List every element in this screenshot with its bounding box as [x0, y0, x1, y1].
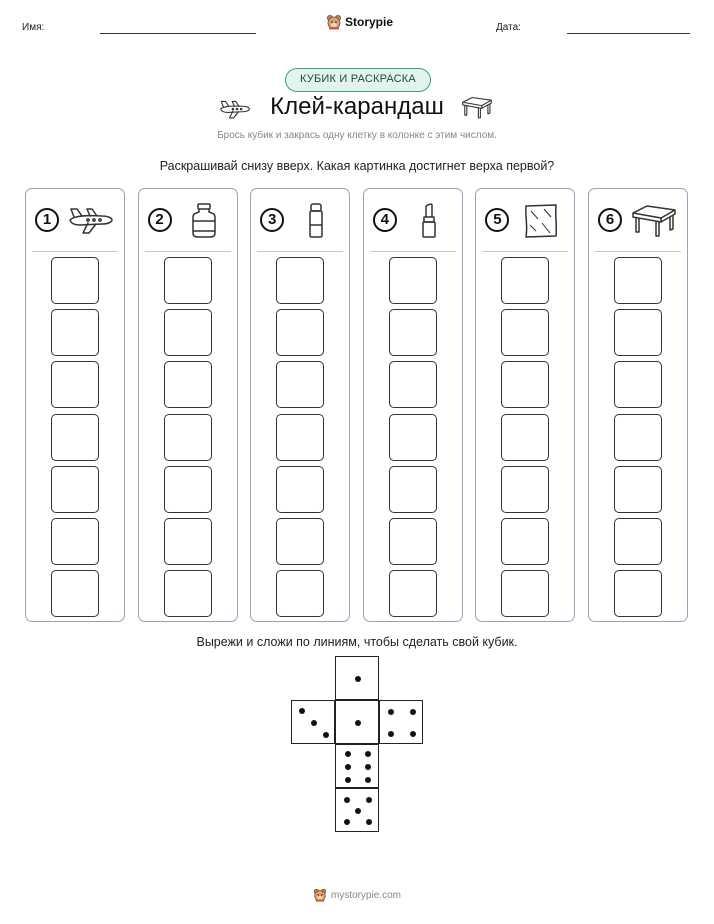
color-cell[interactable]: [614, 570, 662, 617]
color-cell[interactable]: [276, 309, 324, 356]
color-cell[interactable]: [276, 570, 324, 617]
dice-face-6: [335, 744, 379, 788]
column-number: 5: [485, 208, 509, 232]
column-divider: [257, 251, 343, 252]
bear-footer-icon: [313, 888, 327, 902]
dice-pip: [365, 777, 371, 783]
dice-pip: [345, 777, 351, 783]
dice-pip: [311, 720, 317, 726]
color-cell[interactable]: [389, 257, 437, 304]
name-label: Имя:: [22, 22, 45, 33]
color-cell[interactable]: [276, 361, 324, 408]
column-2: [138, 188, 238, 622]
color-cell[interactable]: [276, 257, 324, 304]
dice-pip: [355, 808, 361, 814]
jar-icon: [179, 201, 229, 239]
column-1: [25, 188, 125, 622]
color-cell[interactable]: [389, 309, 437, 356]
column-header: [251, 189, 349, 251]
cut-instruction: Вырежи и сложи по линиям, чтобы сделать свой кубик.: [196, 635, 518, 649]
column-number: 4: [373, 208, 397, 232]
footer-url[interactable]: mystorypie.com: [330, 889, 401, 901]
dice-pip: [344, 797, 350, 803]
color-cell[interactable]: [164, 361, 212, 408]
dice-pip: [410, 709, 416, 715]
dice-pip: [388, 709, 394, 715]
dice-pip: [366, 819, 372, 825]
color-cell[interactable]: [164, 414, 212, 461]
column-number: 1: [35, 208, 59, 232]
color-cell[interactable]: [389, 414, 437, 461]
color-cell[interactable]: [614, 309, 662, 356]
color-cell[interactable]: [51, 309, 99, 356]
color-cell[interactable]: [276, 518, 324, 565]
column-5: [475, 188, 575, 622]
brand-name: Storypie: [345, 15, 394, 29]
column-divider: [370, 251, 456, 252]
bear-logo-icon: [326, 14, 342, 30]
column-number: 3: [260, 208, 284, 232]
dice-pip: [355, 676, 361, 682]
column-divider: [482, 251, 568, 252]
instruction-question: Раскрашивай снизу вверх. Какая картинка достигнет верха первой?: [159, 159, 555, 173]
page-title: Клей-карандаш: [270, 93, 444, 120]
dice-face-1: [335, 656, 379, 700]
color-cell[interactable]: [164, 466, 212, 513]
column-number: 2: [148, 208, 172, 232]
dice-pip: [323, 732, 329, 738]
plastic-bag-icon: [516, 201, 566, 239]
color-cell[interactable]: [51, 466, 99, 513]
color-cell[interactable]: [389, 518, 437, 565]
dice-pip: [355, 720, 361, 726]
color-cell[interactable]: [51, 257, 99, 304]
dice-pip: [388, 731, 394, 737]
brand-logo: [326, 14, 393, 30]
category-badge: КУБИК И РАСКРАСКА: [285, 68, 431, 92]
dice-pip: [366, 797, 372, 803]
color-cell[interactable]: [389, 361, 437, 408]
color-cell[interactable]: [276, 414, 324, 461]
column-3: [250, 188, 350, 622]
dice-face-3: [291, 700, 335, 744]
color-cell[interactable]: [51, 570, 99, 617]
column-6: [588, 188, 688, 622]
column-number: 6: [598, 208, 622, 232]
column-header: [139, 189, 237, 251]
dice-face-5: [335, 788, 379, 832]
color-cell[interactable]: [51, 518, 99, 565]
color-cell[interactable]: [614, 466, 662, 513]
color-cell[interactable]: [389, 466, 437, 513]
name-line[interactable]: [100, 33, 256, 34]
dice-pip: [365, 764, 371, 770]
dice-pip: [345, 751, 351, 757]
color-cell[interactable]: [501, 570, 549, 617]
dice-face-4: [379, 700, 423, 744]
color-cell[interactable]: [164, 518, 212, 565]
dice-pip: [365, 751, 371, 757]
color-cell[interactable]: [501, 518, 549, 565]
dice-pip: [345, 764, 351, 770]
color-cell[interactable]: [389, 570, 437, 617]
color-cell[interactable]: [276, 466, 324, 513]
color-cell[interactable]: [501, 257, 549, 304]
lipstick-icon: [404, 201, 454, 239]
color-cell[interactable]: [614, 361, 662, 408]
column-header: [364, 189, 462, 251]
dice-pip: [299, 708, 305, 714]
column-header: [476, 189, 574, 251]
dice-pip: [344, 819, 350, 825]
color-cell[interactable]: [614, 414, 662, 461]
color-cell[interactable]: [51, 414, 99, 461]
footer: [0, 888, 714, 902]
column-divider: [32, 251, 118, 252]
color-cell[interactable]: [501, 414, 549, 461]
color-cell[interactable]: [614, 257, 662, 304]
color-cell[interactable]: [501, 466, 549, 513]
table-icon: [629, 201, 679, 239]
column-4: [363, 188, 463, 622]
color-cell[interactable]: [164, 570, 212, 617]
date-label: Дата:: [496, 22, 521, 33]
color-cell[interactable]: [51, 361, 99, 408]
table-title-icon: [460, 93, 494, 121]
column-header: [589, 189, 687, 251]
column-divider: [145, 251, 231, 252]
column-header: [26, 189, 124, 251]
color-cell[interactable]: [501, 309, 549, 356]
date-line[interactable]: [567, 33, 690, 34]
color-cell[interactable]: [501, 361, 549, 408]
dice-face-1: [335, 700, 379, 744]
color-cell[interactable]: [164, 309, 212, 356]
glue-stick-icon: [291, 201, 341, 239]
airplane-icon: [66, 201, 116, 239]
subtitle: Брось кубик и закрась одну клетку в колонке с этим числом.: [217, 130, 497, 141]
color-cell[interactable]: [164, 257, 212, 304]
dice-pip: [410, 731, 416, 737]
color-cell[interactable]: [614, 518, 662, 565]
column-divider: [595, 251, 681, 252]
